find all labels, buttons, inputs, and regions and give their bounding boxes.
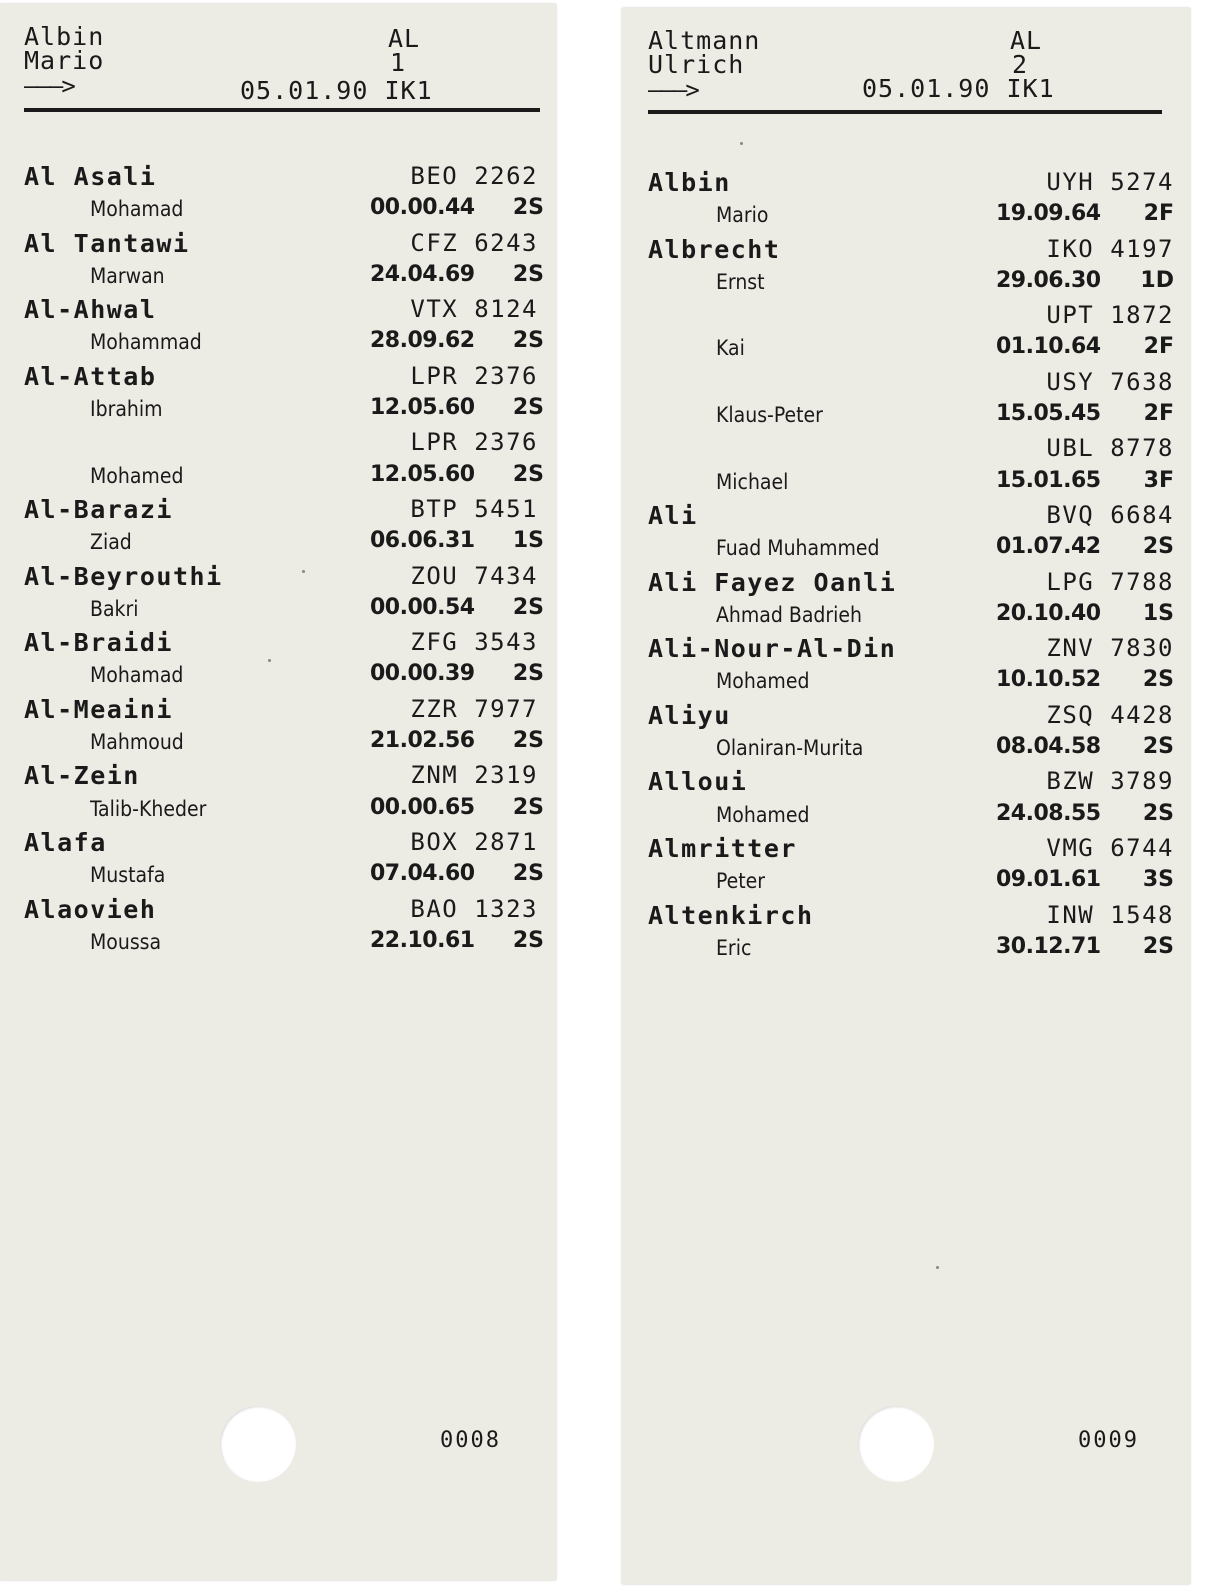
entry-name-line bbox=[24, 229, 544, 262]
entry-name-line bbox=[24, 428, 544, 461]
entry-given-name: Mohamad bbox=[90, 663, 184, 688]
header-number: 1 bbox=[390, 48, 407, 77]
entry-birth-date: 01.07.42 bbox=[996, 534, 1101, 560]
entry-class: 2F bbox=[1143, 201, 1174, 227]
entry-class: 2S bbox=[1142, 734, 1174, 760]
index-card-left bbox=[0, 4, 556, 1580]
entry-class: 2S bbox=[1142, 534, 1174, 560]
entry-plate: ZZR 7977 bbox=[410, 694, 538, 723]
header-code: AL bbox=[388, 24, 421, 53]
entry-surname: Alloui bbox=[648, 767, 748, 797]
entry-detail-line bbox=[648, 934, 1174, 967]
entry-name-line bbox=[648, 301, 1174, 334]
entry-plate: ZOU 7434 bbox=[410, 561, 538, 590]
entry-class: 2S bbox=[512, 594, 544, 620]
entry-given-name: Mohammad bbox=[90, 330, 202, 355]
entry-name-line bbox=[648, 634, 1174, 667]
entry-name-line bbox=[24, 695, 544, 728]
entry-birth-date: 15.05.45 bbox=[996, 401, 1101, 427]
entry-surname: Alaovieh bbox=[24, 894, 157, 924]
entry-birth-date: 00.00.65 bbox=[370, 794, 475, 820]
entry-detail-line bbox=[648, 268, 1174, 301]
entry-plate: BAO 1323 bbox=[410, 894, 538, 923]
entry-given-name: Klaus-Peter bbox=[716, 403, 823, 428]
header-rule bbox=[648, 110, 1162, 114]
header-number: 2 bbox=[1012, 50, 1029, 79]
entry-plate: USY 7638 bbox=[1046, 367, 1174, 396]
header-given-name: Ulrich bbox=[648, 50, 745, 79]
entry-surname: Ali Fayez Oanli bbox=[648, 567, 897, 597]
entry-detail-line bbox=[648, 601, 1174, 634]
entry-surname: Al-Ahwal bbox=[24, 295, 157, 325]
entry-class: 2S bbox=[512, 728, 544, 754]
entry-detail-line bbox=[24, 928, 544, 961]
entry-birth-date: 24.08.55 bbox=[996, 800, 1101, 826]
entry-name-line bbox=[24, 761, 544, 794]
entry-name-line bbox=[648, 434, 1174, 467]
entry-plate: LPG 7788 bbox=[1046, 567, 1174, 596]
entry-class: 2S bbox=[512, 861, 544, 887]
entry-given-name: Mohamad bbox=[90, 197, 184, 222]
arrow-icon: ———> bbox=[24, 72, 74, 100]
entry-plate: ZNM 2319 bbox=[410, 761, 538, 790]
header-rule bbox=[24, 108, 540, 112]
entry-plate: IKO 4197 bbox=[1046, 234, 1174, 263]
entry-birth-date: 08.04.58 bbox=[996, 734, 1101, 760]
entry-birth-date: 06.06.31 bbox=[370, 528, 475, 554]
entry-given-name: Eric bbox=[716, 935, 752, 960]
page-number: 0008 bbox=[440, 1428, 501, 1453]
entry-class: 2S bbox=[512, 261, 544, 287]
entry-name-line bbox=[24, 162, 544, 195]
entry-detail-line bbox=[24, 195, 544, 228]
entry-birth-date: 07.04.60 bbox=[370, 861, 475, 887]
entry-name-line bbox=[24, 562, 544, 595]
entry-name-line bbox=[648, 767, 1174, 800]
entry-given-name: Ibrahim bbox=[90, 397, 163, 422]
entry-class: 2F bbox=[1143, 334, 1174, 360]
entry-class: 2S bbox=[512, 195, 544, 221]
entry-given-name: Mahmoud bbox=[90, 730, 184, 755]
header-date-code: 05.01.90 IK1 bbox=[240, 76, 433, 105]
entry-plate: ZFG 3543 bbox=[410, 628, 538, 657]
ink-speck bbox=[936, 1266, 939, 1269]
entry-plate: BVQ 6684 bbox=[1046, 500, 1174, 529]
entry-detail-line bbox=[648, 667, 1174, 700]
entry-birth-date: 30.12.71 bbox=[996, 933, 1101, 959]
entry-plate: BZW 3789 bbox=[1046, 767, 1174, 796]
entry-class: 2F bbox=[1143, 401, 1174, 427]
entry-birth-date: 01.10.64 bbox=[996, 334, 1101, 360]
entry-given-name: Ahmad Badrieh bbox=[716, 602, 863, 627]
entry-birth-date: 29.06.30 bbox=[996, 267, 1101, 293]
header-surname: Altmann bbox=[648, 26, 761, 55]
entry-given-name: Mustafa bbox=[90, 863, 166, 888]
entry-name-line bbox=[648, 568, 1174, 601]
entry-given-name: Fuad Muhammed bbox=[716, 536, 880, 561]
entry-name-line bbox=[24, 295, 544, 328]
ink-speck bbox=[740, 142, 743, 145]
arrow-icon: ———> bbox=[648, 76, 698, 104]
entry-list bbox=[24, 162, 544, 961]
entry-plate: LPR 2376 bbox=[410, 361, 538, 390]
entry-plate: INW 1548 bbox=[1046, 900, 1174, 929]
entry-plate: UPT 1872 bbox=[1046, 301, 1174, 330]
entry-class: 2S bbox=[1142, 800, 1174, 826]
entry-birth-date: 15.01.65 bbox=[996, 467, 1101, 493]
entry-given-name: Bakri bbox=[90, 596, 139, 621]
entry-class: 2S bbox=[512, 328, 544, 354]
entry-surname: Al Asali bbox=[24, 162, 157, 191]
entry-birth-date: 28.09.62 bbox=[370, 328, 475, 354]
header-surname: Albin bbox=[24, 22, 105, 51]
entry-detail-line bbox=[24, 861, 544, 894]
entry-detail-line bbox=[648, 201, 1174, 234]
entry-detail-line bbox=[648, 867, 1174, 900]
entry-plate: BTP 5451 bbox=[410, 494, 538, 523]
entry-detail-line bbox=[24, 528, 544, 561]
entry-given-name: Ernst bbox=[716, 269, 765, 294]
entry-detail-line bbox=[24, 328, 544, 361]
entry-detail-line bbox=[24, 728, 544, 761]
entry-birth-date: 19.09.64 bbox=[996, 201, 1101, 227]
entry-given-name: Michael bbox=[716, 469, 789, 494]
entry-class: 1S bbox=[1142, 600, 1174, 626]
entry-name-line bbox=[648, 368, 1174, 401]
entry-birth-date: 22.10.61 bbox=[370, 927, 475, 953]
entry-plate: LPR 2376 bbox=[410, 428, 538, 457]
entry-birth-date: 24.04.69 bbox=[370, 261, 475, 287]
punch-hole bbox=[220, 1406, 296, 1482]
entry-class: 2S bbox=[512, 927, 544, 953]
entry-plate: UYH 5274 bbox=[1046, 168, 1174, 196]
entry-surname: Almritter bbox=[648, 833, 797, 863]
entry-name-line bbox=[24, 828, 544, 861]
entry-detail-line bbox=[24, 595, 544, 628]
entry-surname: Albin bbox=[648, 168, 731, 197]
entry-given-name: Kai bbox=[716, 336, 745, 361]
entry-name-line bbox=[24, 628, 544, 661]
entry-plate: BOX 2871 bbox=[410, 827, 538, 856]
entry-name-line bbox=[24, 895, 544, 928]
entry-plate: ZNV 7830 bbox=[1046, 634, 1174, 663]
entry-detail-line bbox=[648, 468, 1174, 501]
entry-class: 2S bbox=[512, 395, 544, 421]
entry-name-line bbox=[648, 168, 1174, 201]
entry-detail-line bbox=[24, 395, 544, 428]
entry-given-name: Olaniran-Murita bbox=[716, 736, 864, 761]
entry-given-name: Mohamed bbox=[716, 802, 810, 827]
entry-class: 1S bbox=[512, 528, 544, 554]
entry-name-line bbox=[648, 701, 1174, 734]
entry-class: 1D bbox=[1140, 267, 1174, 293]
entry-given-name: Talib-Kheder bbox=[90, 796, 207, 821]
entry-class: 3S bbox=[1142, 867, 1174, 893]
ink-speck bbox=[268, 659, 271, 662]
entry-plate: ZSQ 4428 bbox=[1046, 700, 1174, 729]
entry-given-name: Marwan bbox=[90, 263, 165, 288]
entry-surname: Al-Barazi bbox=[24, 494, 173, 524]
entry-plate: BEO 2262 bbox=[410, 162, 538, 190]
header-given-name: Mario bbox=[24, 46, 105, 75]
entry-detail-line bbox=[24, 462, 544, 495]
entry-detail-line bbox=[648, 534, 1174, 567]
entry-detail-line bbox=[24, 795, 544, 828]
entry-given-name: Moussa bbox=[90, 929, 162, 954]
entry-class: 3F bbox=[1143, 467, 1174, 493]
entry-surname: Albrecht bbox=[648, 234, 781, 264]
entry-surname: Ali bbox=[648, 500, 698, 530]
entry-list bbox=[648, 168, 1174, 967]
entry-name-line bbox=[648, 501, 1174, 534]
entry-birth-date: 21.02.56 bbox=[370, 728, 475, 754]
entry-detail-line bbox=[648, 401, 1174, 434]
entry-surname: Al Tantawi bbox=[24, 228, 190, 258]
entry-given-name: Ziad bbox=[90, 530, 132, 555]
entry-name-line bbox=[24, 495, 544, 528]
entry-surname: Al-Beyrouthi bbox=[24, 561, 223, 591]
ink-speck bbox=[302, 570, 305, 573]
entry-class: 2S bbox=[512, 794, 544, 820]
entry-plate: UBL 8778 bbox=[1046, 434, 1174, 463]
entry-name-line bbox=[648, 235, 1174, 268]
entry-given-name: Mohamed bbox=[716, 669, 810, 694]
entry-given-name: Peter bbox=[716, 869, 766, 894]
entry-detail-line bbox=[648, 334, 1174, 367]
entry-class: 2S bbox=[512, 661, 544, 687]
entry-birth-date: 00.00.54 bbox=[370, 594, 475, 620]
entry-name-line bbox=[24, 362, 544, 395]
entry-birth-date: 20.10.40 bbox=[996, 600, 1101, 626]
entry-birth-date: 00.00.44 bbox=[370, 195, 475, 221]
entry-surname: Al-Zein bbox=[24, 761, 140, 791]
entry-surname: Altenkirch bbox=[648, 900, 814, 930]
entry-class: 2S bbox=[1142, 933, 1174, 959]
entry-plate: CFZ 6243 bbox=[410, 228, 538, 257]
entry-surname: Ali-Nour-Al-Din bbox=[648, 634, 897, 664]
entry-name-line bbox=[648, 834, 1174, 867]
entry-birth-date: 09.01.61 bbox=[996, 867, 1101, 893]
entry-birth-date: 12.05.60 bbox=[370, 395, 475, 421]
entry-birth-date: 10.10.52 bbox=[996, 667, 1101, 693]
page-number: 0009 bbox=[1078, 1428, 1139, 1453]
entry-surname: Al-Attab bbox=[24, 361, 157, 391]
header-date-code: 05.01.90 IK1 bbox=[862, 74, 1055, 103]
entry-class: 2S bbox=[512, 461, 544, 487]
entry-detail-line bbox=[24, 262, 544, 295]
entry-name-line bbox=[648, 901, 1174, 934]
entry-surname: Aliyu bbox=[648, 700, 731, 730]
entry-plate: VMG 6744 bbox=[1046, 833, 1174, 862]
entry-surname: Al-Meaini bbox=[24, 694, 173, 724]
entry-detail-line bbox=[24, 661, 544, 694]
entry-surname: Alafa bbox=[24, 827, 107, 857]
entry-class: 2S bbox=[1142, 667, 1174, 693]
punch-hole bbox=[858, 1406, 934, 1482]
entry-given-name: Mario bbox=[716, 203, 769, 228]
header-code: AL bbox=[1010, 26, 1043, 55]
entry-detail-line bbox=[648, 801, 1174, 834]
entry-birth-date: 00.00.39 bbox=[370, 661, 475, 687]
entry-surname: Al-Braidi bbox=[24, 628, 173, 658]
entry-detail-line bbox=[648, 734, 1174, 767]
entry-birth-date: 12.05.60 bbox=[370, 461, 475, 487]
entry-given-name: Mohamed bbox=[90, 463, 184, 488]
entry-plate: VTX 8124 bbox=[410, 295, 538, 324]
index-card-right bbox=[622, 8, 1190, 1584]
